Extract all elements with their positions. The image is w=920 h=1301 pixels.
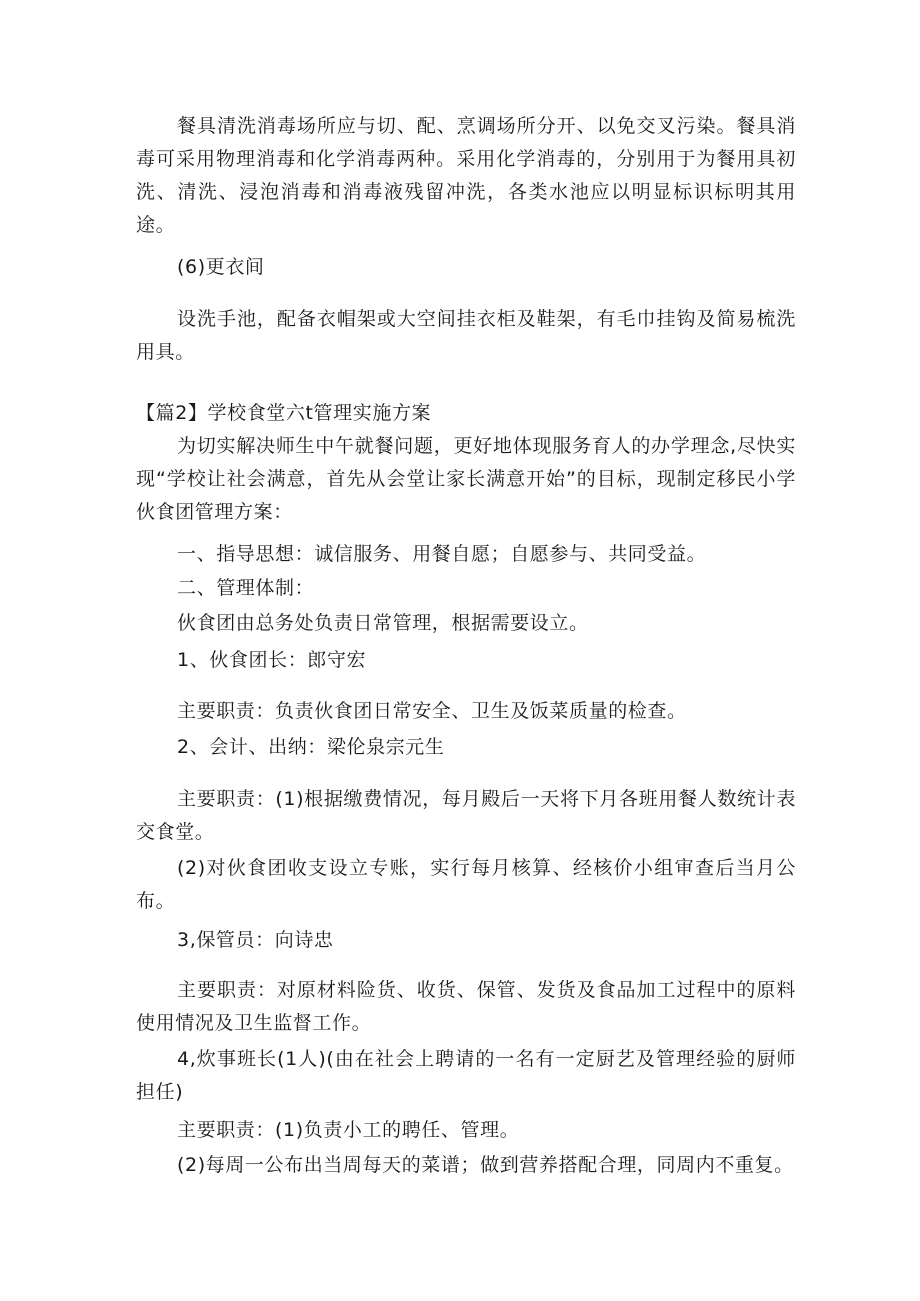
role-mess-head: 1、伙食团长：郎守宏 (177, 649, 367, 671)
duty-mess-head: 主要职责：负责伙食团日常安全、卫生及饭菜质量的检查。 (177, 700, 687, 722)
duty-cook-leader-2: (2)每周一公布出当周每天的菜谱；做到营养搭配合理，同周内不重复。 (177, 1154, 794, 1176)
paragraph-tableware-disinfection: 餐具清洗消毒场所应与切、配、烹调场所分开、以免交叉污染。餐具消毒可采用物理消毒和化学消毒两种。采用化学消毒的，分别用于为餐用具初洗、清洗、浸泡消毒和消毒液残留冲洗，各类水池应以明显标识标明其用途。 (136, 115, 796, 236)
paragraph-intro: 为切实解决师生中午就餐问题，更好地体现服务育人的办学理念,尽快实现“学校让社会满意，首先从会堂让家长满意开始”的目标，现制定移民小学伙食团管理方案： (136, 435, 796, 523)
article-heading: 【篇2】学校食堂六t管理实施方案 (136, 402, 432, 424)
duty-storekeeper: 主要职责：对原材料险货、收货、保管、发货及食品加工过程中的原料使用情况及卫生监督工作。 (136, 979, 796, 1034)
paragraph-management: 伙食团由总务处负责日常管理，根据需要设立。 (177, 612, 589, 634)
management-system-heading: 二、管理体制： (177, 577, 315, 599)
paragraph-changing-room: 设洗手池，配备衣帽架或大空间挂衣柜及鞋架，有毛巾挂钩及简易梳洗用具。 (136, 308, 796, 363)
role-storekeeper: 3,保管员：向诗忠 (177, 929, 334, 951)
guiding-principle: 一、指导思想：诚信服务、用餐自愿；自愿参与、共同受益。 (177, 543, 707, 565)
duty-accountant-1: 主要职责：(1)根据缴费情况，每月殿后一天将下月各班用餐人数统计表交食堂。 (136, 788, 796, 843)
duty-accountant-2: (2)对伙食团收支设立专账，实行每月核算、经核价小组审查后当月公布。 (136, 857, 796, 912)
duty-cook-leader-1: 主要职责：(1)负责小工的聘任、管理。 (177, 1119, 520, 1141)
role-cook-leader: 4,炊事班长(1人)(由在社会上聘请的一名有一定厨艺及管理经验的厨师担任) (136, 1048, 796, 1103)
section-changing-room: (6)更衣间 (177, 256, 265, 278)
role-accountant: 2、会计、出纳：梁伦泉宗元生 (177, 736, 445, 758)
